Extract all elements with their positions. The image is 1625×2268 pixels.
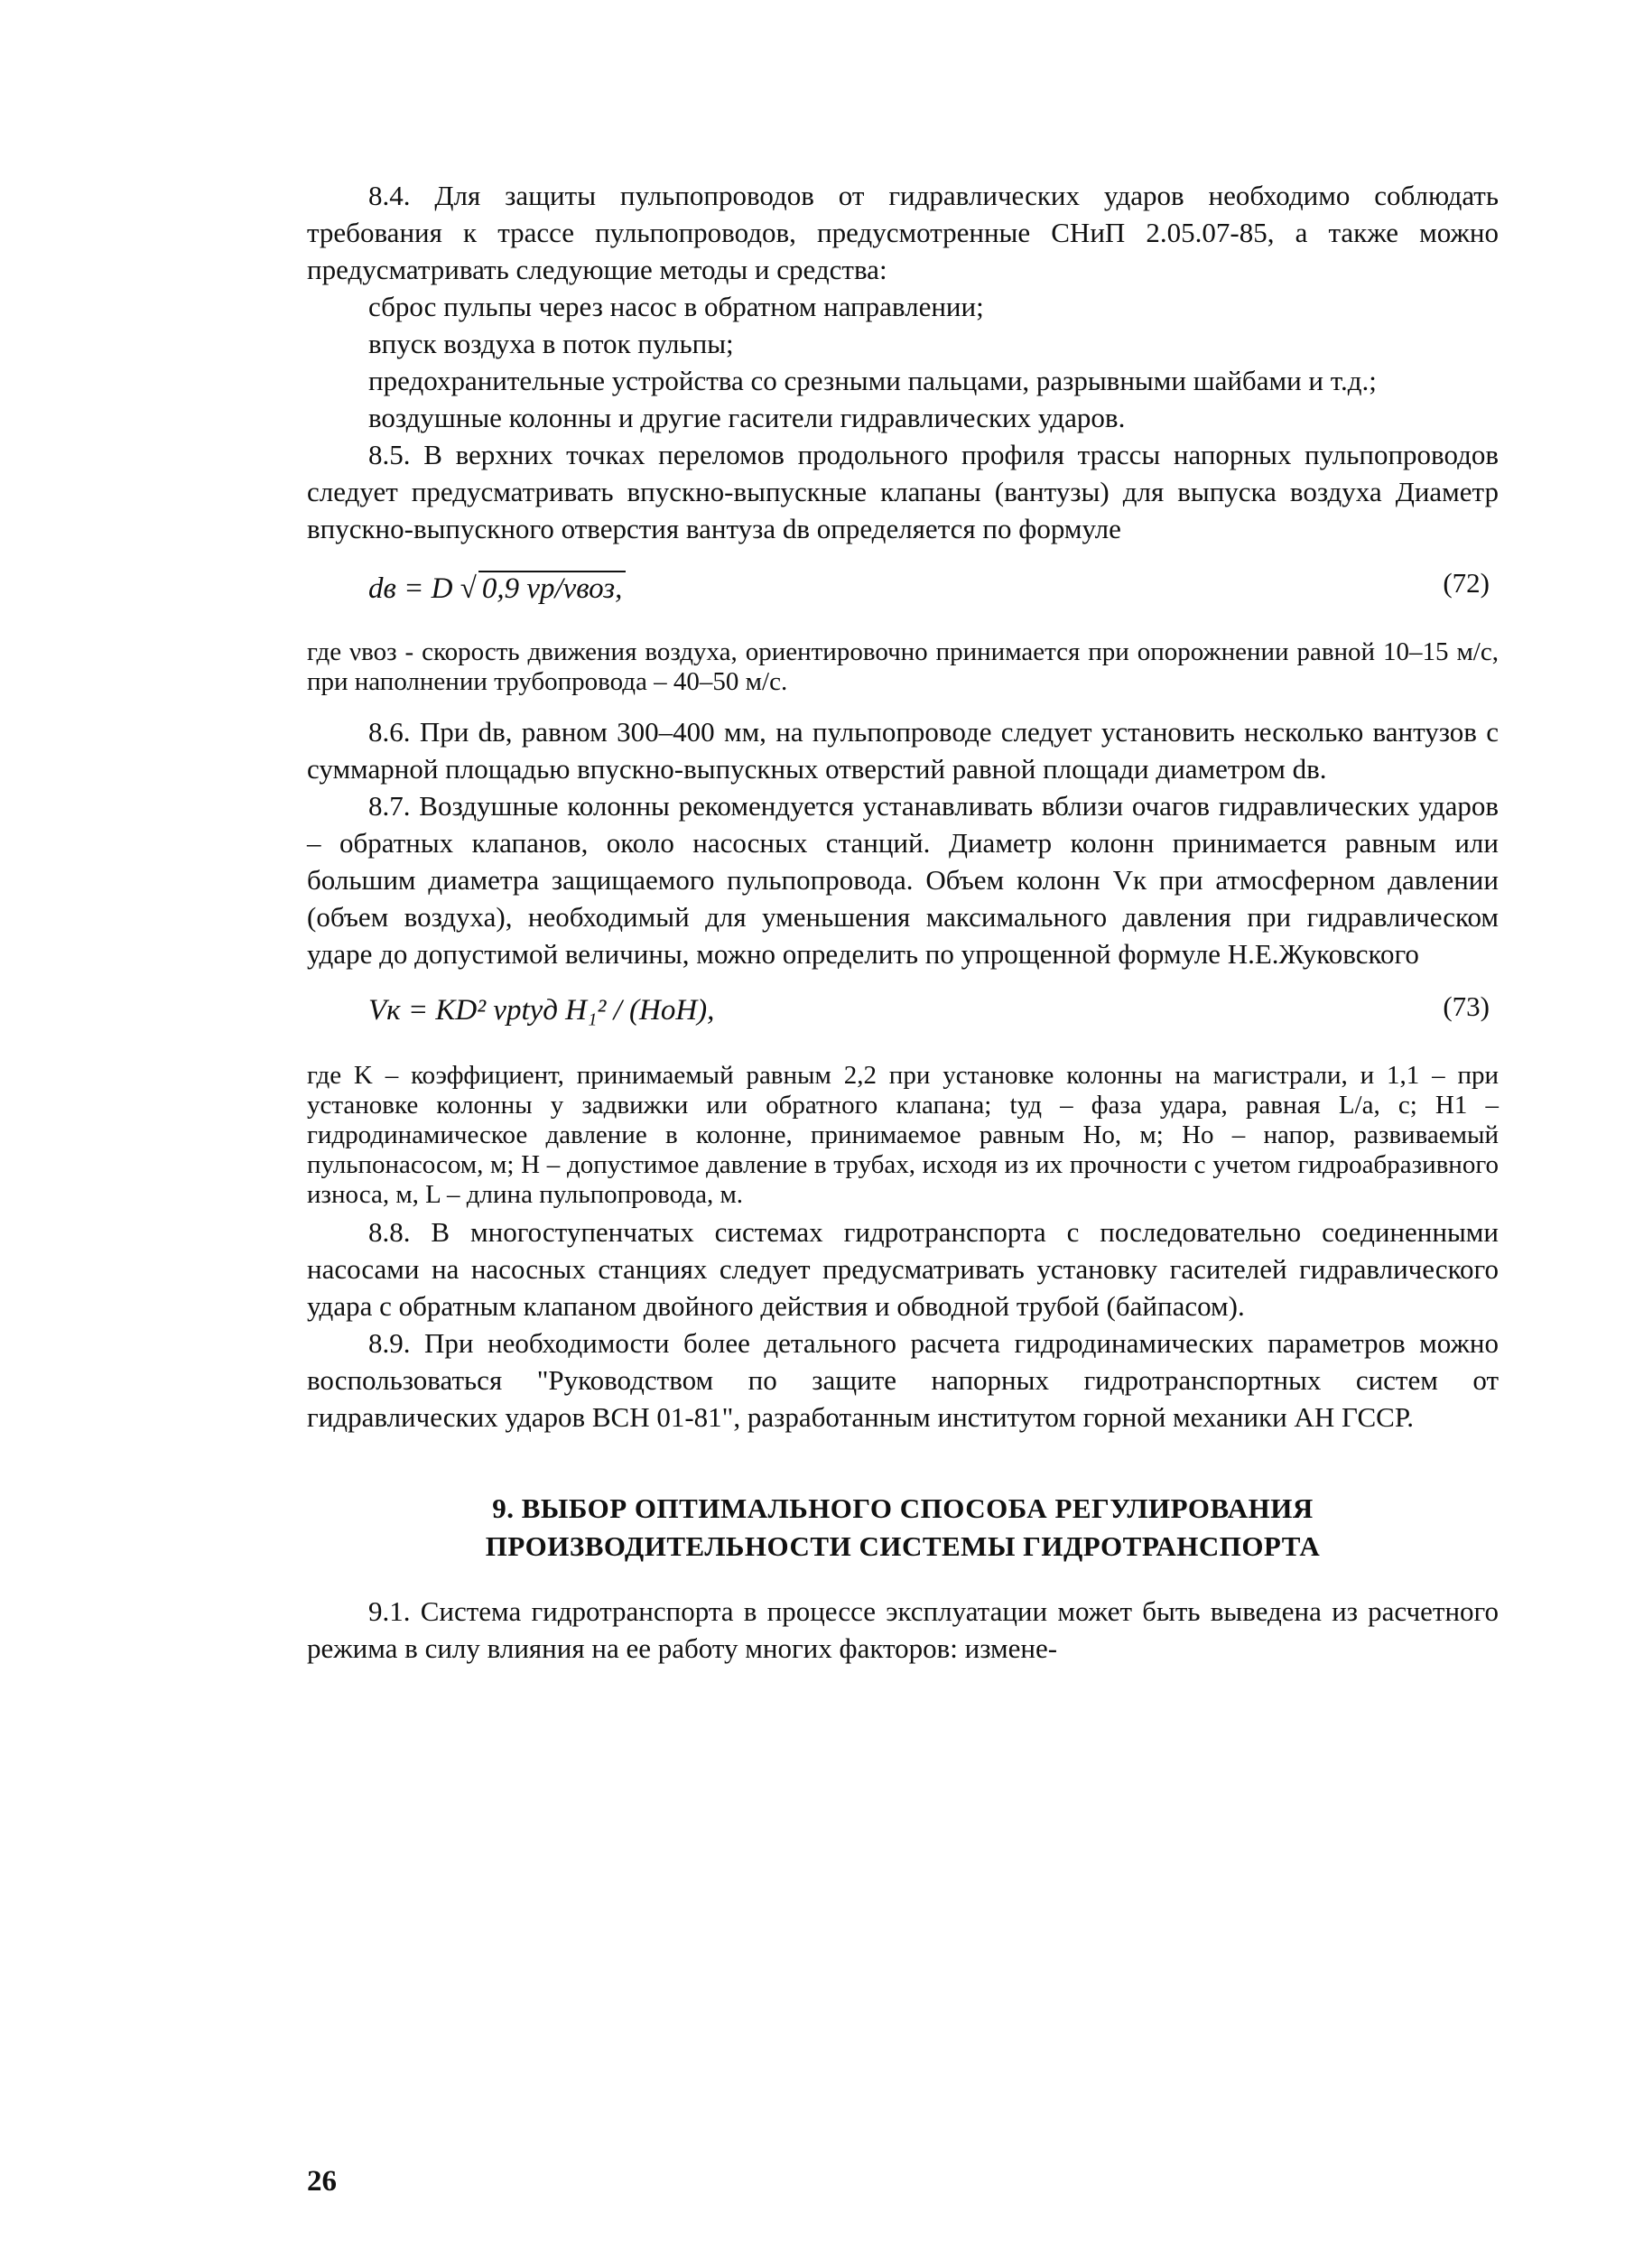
list-item: воздушные колонны и другие гасители гидравлических ударов. bbox=[368, 402, 1126, 433]
formula-72-lhs: dв = D bbox=[368, 572, 453, 605]
section-9-title-line-1: 9. ВЫБОР ОПТИМАЛЬНОГО СПОСОБА РЕГУЛИРОВАНИЯ bbox=[492, 1492, 1314, 1524]
paragraph-8-7: 8.7. Воздушные колонны рекомендуется устанавливать вблизи очагов гидравлических ударов – обратных клапанов, около насосных станций. Диаметр колонн принимается равным или большим диаметра защищаемого пульпопровода. Объем колонн Vк при атмосферном давлении (объем воздуха), необходимый для уменьшения максимального давления при гидравлическом ударе до допустимой величины, можно определить по упрощенной формуле Н.Е.Жуковского bbox=[307, 790, 1499, 970]
formula-72-explanation: где νвоз - скорость движения воздуха, ориентировочно принимается при опорожнении равной 10–15 м/с, при наполнении трубопровода – 40–50 м/с. bbox=[307, 637, 1499, 696]
section-9-title-line-2: ПРОИЗВОДИТЕЛЬНОСТИ СИСТЕМЫ ГИДРОТРАНСПОРТА bbox=[485, 1530, 1321, 1562]
formula-72 bbox=[307, 558, 1499, 621]
list-item: сброс пульпы через насос в обратном направлении; bbox=[368, 291, 984, 322]
paragraph-8-8: 8.8. В многоступенчатых системах гидротранспорта с последовательно соединенными насосами на насосных станциях следует предусматривать установку гасителей гидравлического удара с обратным клапаном двойного действия и обводной трубой (байпасом). bbox=[307, 1216, 1499, 1322]
formula-72-radicand: 0,9 νр/νвоз, bbox=[478, 571, 627, 606]
paragraph-8-5: 8.5. В верхних точках переломов продольного профиля трассы напорных пульпопроводов следует предусматривать впускно-выпускные клапаны (вантузы) для выпуска воздуха Диаметр впускно-выпускного отверстия вантуза dв определяется по формуле bbox=[307, 439, 1499, 544]
formula-73-number: (73) bbox=[1443, 990, 1490, 1022]
text-column bbox=[307, 177, 1499, 1667]
list-item: впуск воздуха в поток пульпы; bbox=[368, 328, 734, 359]
paragraph-8-6: 8.6. При dв, равном 300–400 мм, на пульпопроводе следует установить несколько вантузов с суммарной площадью впускно-выпускных отверстий равной площади диаметром dв. bbox=[307, 716, 1499, 785]
formula-73 bbox=[307, 981, 1499, 1045]
formula-73-expression: Vк = KD² νрtуд H₁² / (HоH), bbox=[368, 994, 715, 1027]
paragraph-8-9: 8.9. При необходимости более детального расчета гидродинамических параметров можно воспользоваться "Руководством по защите напорных гидротранспортных систем от гидравлических ударов ВСН 01-81", разработанным институтом горной механики АН ГССР. bbox=[307, 1327, 1499, 1433]
formula-73-explanation: где K – коэффициент, принимаемый равным 2,2 при установке колонны на магистрали, и 1,1 – при установке колонны у задвижки или обратного клапана; tуд – фаза удара, равная L/a, с; H1 – гидродинамическое давление в колонне, принимаемое равным Hо, м; Hо – напор, развиваемый пульпонасосом, м; H – допустимое давление в трубах, исходя из их прочности с учетом гидроабразивного износа, м, L – длина пульпопровода, м. bbox=[307, 1061, 1499, 1209]
sqrt-sign: √ bbox=[460, 572, 477, 605]
formula-72-number: (72) bbox=[1443, 567, 1490, 599]
page-number: 26 bbox=[307, 2165, 337, 2198]
section-9-heading bbox=[307, 1490, 1499, 1566]
list-item: предохранительные устройства со срезными пальцами, разрывными шайбами и т.д.; bbox=[368, 365, 1377, 396]
formula-72-expression bbox=[368, 571, 626, 606]
paragraph-8-4: 8.4. Для защиты пульпопроводов от гидравлических ударов необходимо соблюдать требования к трассе пульпопроводов, предусмотренные СНиП 2.05.07-85, а также можно предусматривать следующие методы и средства: bbox=[307, 180, 1499, 285]
section-spacer bbox=[307, 1436, 1499, 1490]
paragraph-9-1: 9.1. Система гидротранспорта в процессе эксплуатации может быть выведена из расчетного режима в силу влияния на ее работу многих факторов: измене- bbox=[307, 1595, 1499, 1664]
